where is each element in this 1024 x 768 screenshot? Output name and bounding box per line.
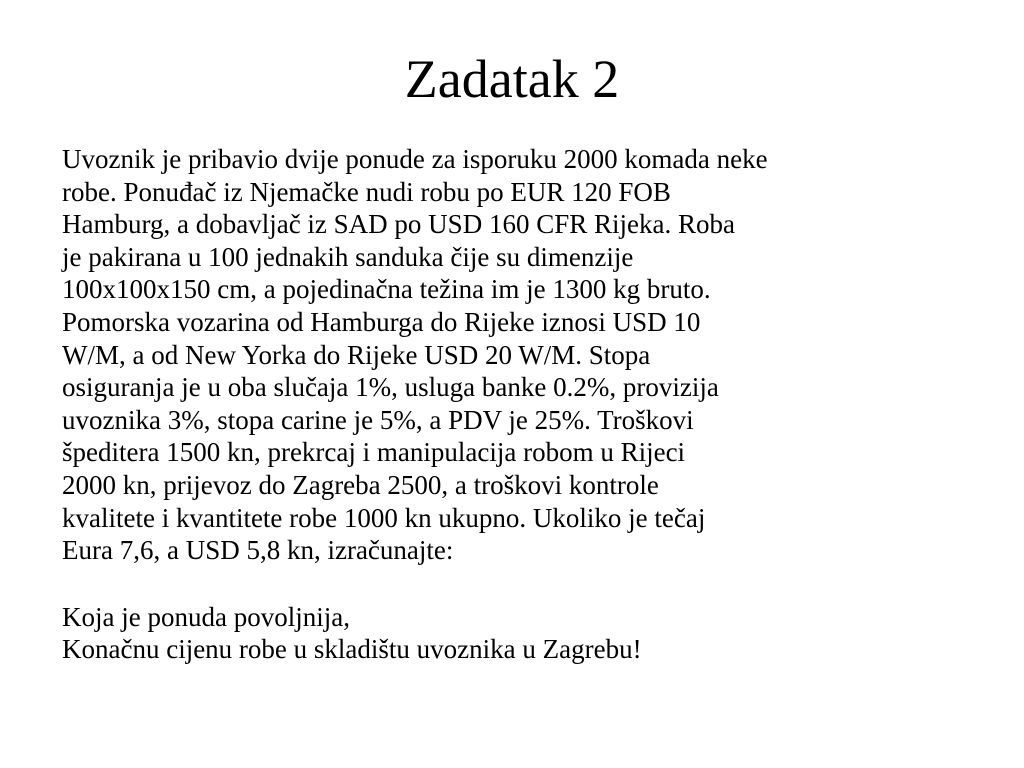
paragraph-line: Eura 7,6, a USD 5,8 kn, izračunajte: bbox=[62, 535, 454, 566]
paragraph-line: špeditera 1500 kn, prekrcaj i manipulacija robom u Rijeci bbox=[62, 437, 686, 468]
paragraph-line: 2000 kn, prijevoz do Zagreba 2500, a troškovi kontrole bbox=[62, 469, 659, 500]
paragraph-line: uvoznika 3%, stopa carine je 5%, a PDV je 25%. Troškovi bbox=[62, 404, 694, 435]
paragraph-line: osiguranja je u oba slučaja 1%, usluga banke 0.2%, provizija bbox=[62, 372, 719, 403]
slide-title: Zadatak 2 bbox=[404, 49, 620, 109]
paragraph-line: robe. Ponuđač iz Njemačke nudi robu po EUR 120 FOB bbox=[62, 176, 671, 207]
paragraph-line: Pomorska vozarina od Hamburga do Rijeke iznosi USD 10 bbox=[62, 306, 701, 337]
paragraph-line: 100x100x150 cm, a pojedinačna težina im je 1300 kg bruto. bbox=[62, 274, 711, 305]
paragraph-line: je pakirana u 100 jednakih sanduka čije su dimenzije bbox=[62, 241, 634, 272]
paragraph-spacer bbox=[62, 567, 962, 601]
slide-body bbox=[62, 143, 962, 666]
paragraph-line: W/M, a od New Yorka do Rijeke USD 20 W/M. Stopa bbox=[62, 339, 651, 370]
paragraph-line: Hamburg, a dobavljač iz SAD po USD 160 CFR Rijeka. Roba bbox=[62, 209, 735, 240]
question-1: Koja je ponuda povoljnija, bbox=[62, 601, 350, 632]
paragraph-line: Uvoznik je pribavio dvije ponude za isporuku 2000 komada neke bbox=[62, 144, 768, 174]
paragraph-line: kvalitete i kvantitete robe 1000 kn ukupno. Ukoliko je tečaj bbox=[62, 502, 706, 533]
question-2: Konačnu cijenu robe u skladištu uvoznika u Zagrebu! bbox=[62, 634, 642, 665]
task-paragraph bbox=[62, 143, 962, 567]
